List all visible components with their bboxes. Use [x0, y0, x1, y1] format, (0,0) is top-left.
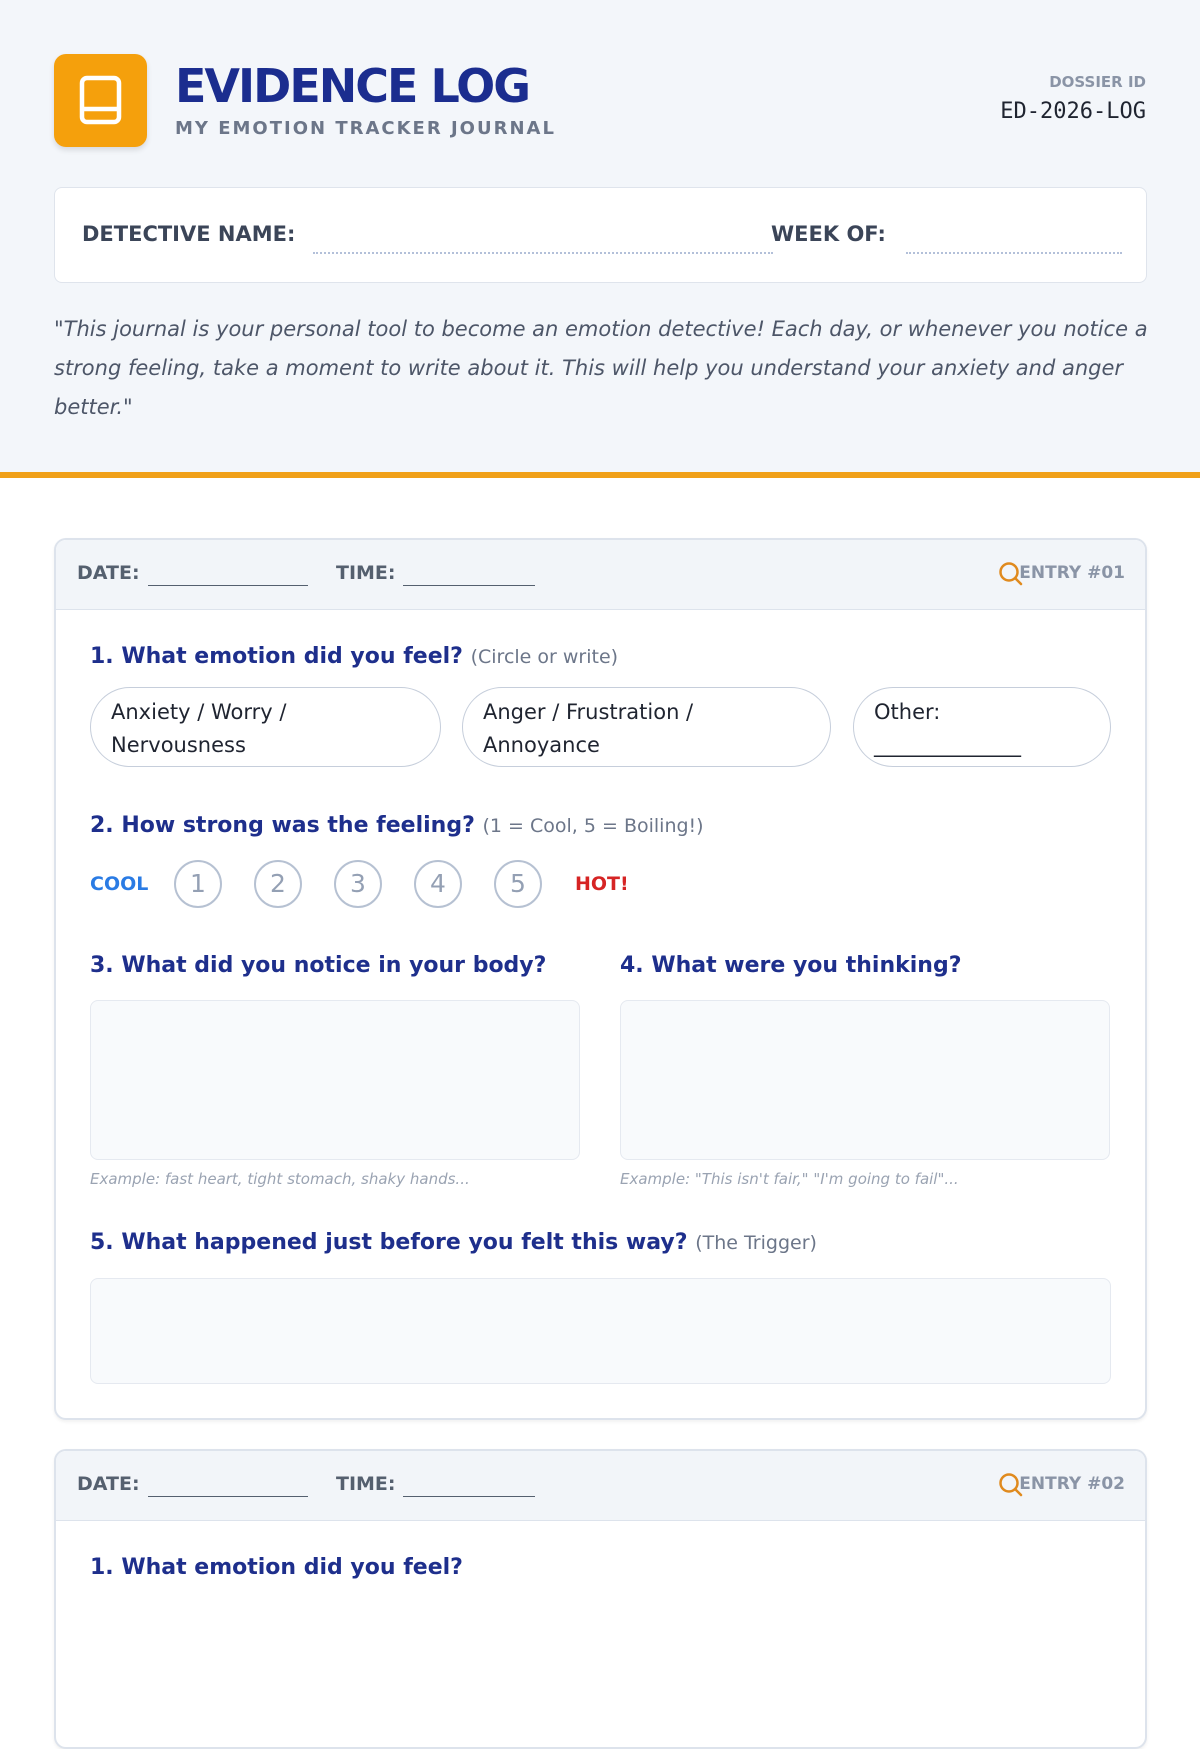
time-label: TIME: — [336, 1473, 396, 1495]
week-of-field[interactable] — [906, 252, 1122, 254]
intensity-3[interactable]: 3 — [334, 860, 382, 908]
scale-high-label: HOT! — [575, 873, 629, 895]
dossier-id: ED-2026-LOG — [1000, 99, 1146, 124]
date-label: DATE: — [77, 1473, 140, 1495]
entry-card — [54, 538, 1147, 1420]
intensity-5[interactable]: 5 — [494, 860, 542, 908]
entry-header — [56, 540, 1145, 610]
question-trigger: 5. What happened just before you felt this way? (The Trigger) — [90, 1230, 817, 1255]
emotion-option-other[interactable]: Other: ______________ — [853, 687, 1111, 767]
question-hint: (1 = Cool, 5 = Boiling!) — [482, 815, 704, 837]
date-field[interactable] — [148, 585, 308, 586]
date-label: DATE: — [77, 562, 140, 584]
thinking-example: Example: "This isn't fair," "I'm going to fail"... — [620, 1170, 959, 1188]
detective-name-label: DETECTIVE NAME: — [82, 222, 296, 246]
dossier-label: DOSSIER ID — [1049, 73, 1146, 91]
intro-text: "This journal is your personal tool to become an emotion detective! Each day, or whenever you notice a strong feeling, take a moment to write about it. This will help you understand your anxiety and anger better." — [54, 317, 1148, 419]
question-thinking: 4. What were you thinking? — [620, 953, 962, 978]
detective-name-field[interactable] — [313, 252, 773, 254]
detective-info-card — [54, 187, 1147, 283]
body-example: Example: fast heart, tight stomach, shaky hands... — [90, 1170, 470, 1188]
question-emotion: 1. What emotion did you feel? — [90, 1555, 463, 1580]
entry-number: ENTRY #01 — [1019, 563, 1125, 583]
question-hint: (The Trigger) — [695, 1232, 817, 1254]
header-band — [0, 0, 1200, 478]
intensity-1[interactable]: 1 — [174, 860, 222, 908]
entry-card — [54, 1449, 1147, 1749]
question-strength: 2. How strong was the feeling? (1 = Cool, 5 = Boiling!) — [90, 813, 704, 838]
intensity-2[interactable]: 2 — [254, 860, 302, 908]
scale-low-label: COOL — [90, 873, 149, 895]
time-label: TIME: — [336, 562, 396, 584]
logo — [54, 54, 147, 147]
entry-header — [56, 1451, 1145, 1521]
trigger-answer-box[interactable] — [90, 1278, 1111, 1384]
thinking-answer-box[interactable] — [620, 1000, 1110, 1160]
book-icon — [78, 75, 123, 125]
entry-number: ENTRY #02 — [1019, 1474, 1125, 1494]
date-field[interactable] — [148, 1496, 308, 1497]
week-of-label: WEEK OF: — [771, 222, 886, 246]
emotion-option-anxiety[interactable]: Anxiety / Worry / Nervousness — [90, 687, 441, 767]
page-title: EVIDENCE LOG — [175, 59, 529, 113]
question-emotion: 1. What emotion did you feel? (Circle or write) — [90, 644, 619, 669]
time-field[interactable] — [403, 585, 535, 586]
question-body: 3. What did you notice in your body? — [90, 953, 547, 978]
page-subtitle: MY EMOTION TRACKER JOURNAL — [175, 118, 556, 139]
intensity-4[interactable]: 4 — [414, 860, 462, 908]
body-answer-box[interactable] — [90, 1000, 580, 1160]
time-field[interactable] — [403, 1496, 535, 1497]
emotion-option-anger[interactable]: Anger / Frustration / Annoyance — [462, 687, 831, 767]
question-hint: (Circle or write) — [470, 646, 619, 668]
